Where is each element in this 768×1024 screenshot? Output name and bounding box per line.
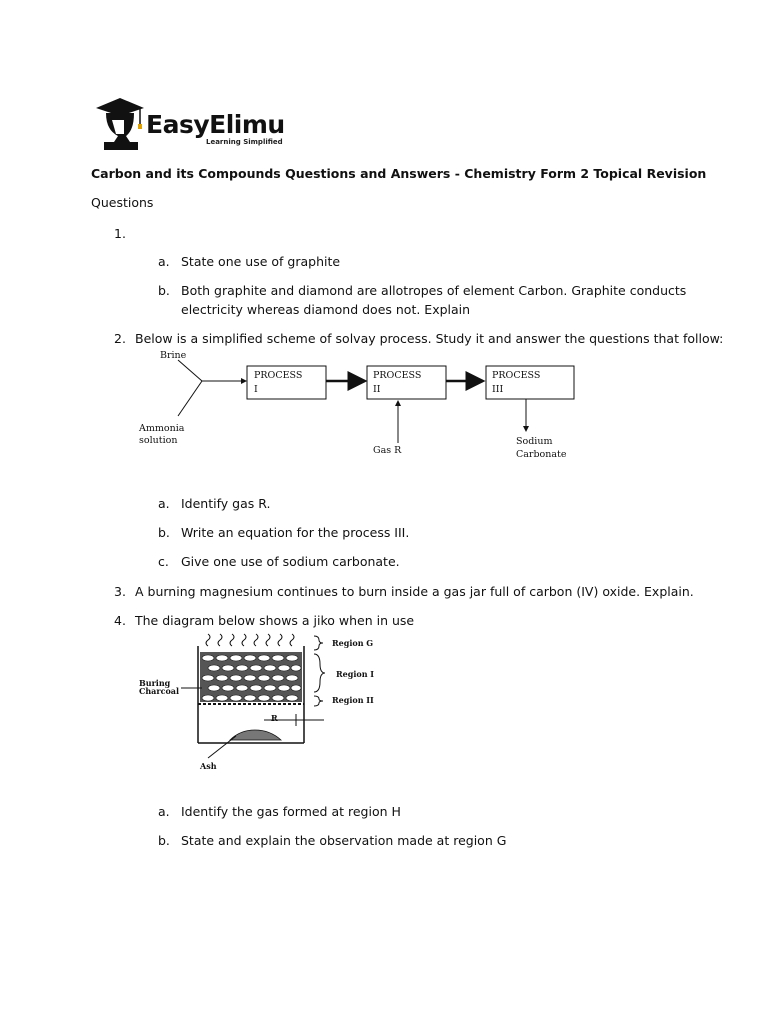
question-number: 3. — [114, 584, 126, 599]
region-g-label: Region G — [332, 638, 374, 648]
document-title: Carbon and its Compounds Questions and Answers - Chemistry Form 2 Topical Revision — [91, 166, 707, 181]
charcoal-label: Charcoal — [139, 686, 180, 696]
gas-wave-lines — [206, 634, 294, 646]
brand-tagline: Learning Simplified — [206, 138, 283, 146]
part-text: Identify the gas formed at region H — [181, 804, 401, 819]
section-heading: Questions — [91, 195, 154, 210]
question-text: A burning magnesium continues to burn inside a gas jar full of carbon (IV) oxide. Explain. — [135, 584, 694, 599]
question-number: 1. — [114, 226, 126, 241]
part-label: a. — [158, 254, 170, 269]
brine-label: Brine — [160, 350, 187, 361]
ash-pile — [230, 730, 281, 740]
sodium-carbonate-label: Sodium — [516, 436, 553, 447]
part-text: Give one use of sodium carbonate. — [181, 554, 400, 569]
process-numeral: I — [254, 384, 258, 395]
process-numeral: III — [492, 384, 504, 395]
part-text: State one use of graphite — [181, 254, 341, 269]
part-text: State and explain the observation made at region G — [181, 833, 507, 848]
ammonia-label: solution — [139, 435, 178, 446]
charcoal-label: Buring — [139, 678, 171, 688]
r-label: R — [271, 713, 278, 723]
part-text: Identify gas R. — [181, 496, 271, 511]
region-2-label: Region II — [332, 695, 374, 705]
part-label: b. — [158, 833, 170, 848]
question-text: Below is a simplified scheme of solvay process. Study it and answer the questions that follow: — [135, 331, 724, 346]
part-label: b. — [158, 283, 170, 298]
process-label: PROCESS — [373, 370, 422, 381]
part-text: Both graphite and diamond are allotropes of element Carbon. Graphite conducts — [181, 283, 687, 298]
gas-r-label: Gas R — [373, 445, 402, 456]
process-label: PROCESS — [492, 370, 541, 381]
part-label: a. — [158, 496, 170, 511]
process-numeral: II — [373, 384, 381, 395]
part-label: b. — [158, 525, 170, 540]
process-label: PROCESS — [254, 370, 303, 381]
graduate-cap-icon — [94, 94, 154, 152]
question-number: 4. — [114, 613, 126, 628]
part-label: c. — [158, 554, 169, 569]
brand-name: EasyElimu — [146, 110, 285, 139]
ash-label: Ash — [200, 761, 217, 771]
part-text: Write an equation for the process III. — [181, 525, 410, 540]
question-text: The diagram below shows a jiko when in use — [135, 613, 415, 628]
region-1-label: Region I — [336, 669, 375, 679]
sodium-carbonate-label: Carbonate — [516, 449, 567, 460]
part-label: a. — [158, 804, 170, 819]
part-text: electricity whereas diamond does not. Explain — [181, 302, 471, 317]
ammonia-label: Ammonia — [139, 423, 185, 434]
question-number: 2. — [114, 331, 126, 346]
easyelimu-logo — [94, 94, 294, 152]
